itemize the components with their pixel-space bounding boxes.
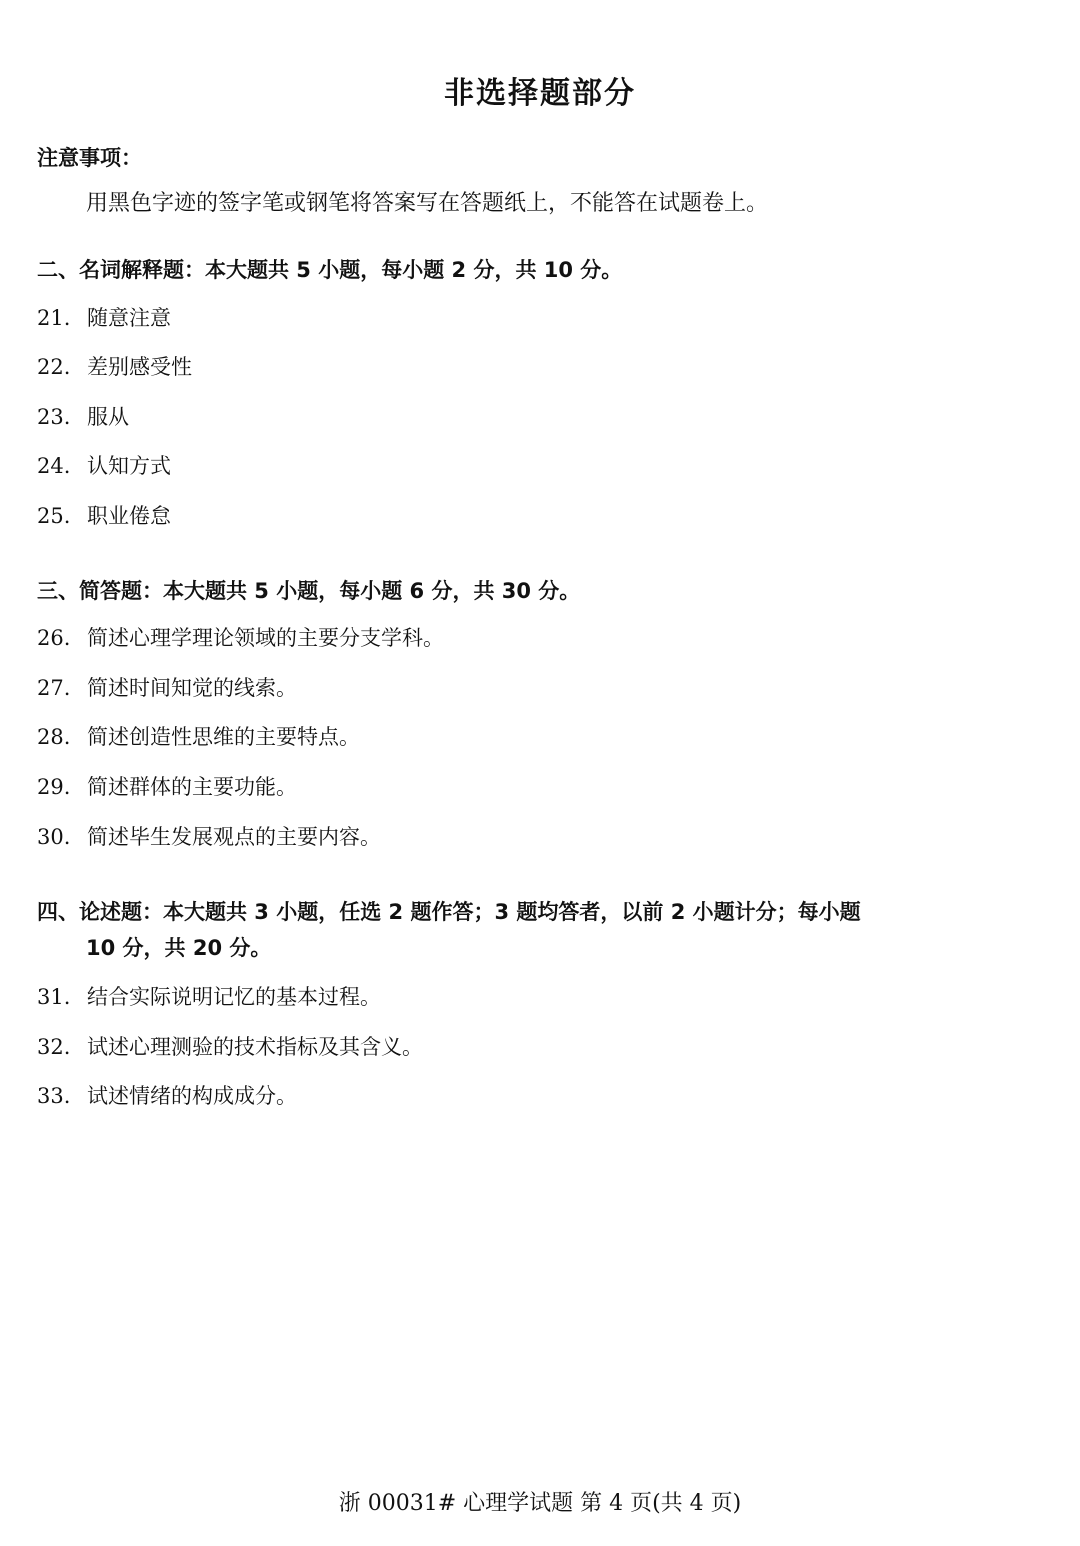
question-32: 32. 试述心理测验的技术指标及其含义。 — [37, 1035, 423, 1059]
question-31: 31. 结合实际说明记忆的基本过程。 — [37, 985, 381, 1009]
question-23: 23. 服从 — [37, 405, 129, 429]
question-33: 33. 试述情绪的构成成分。 — [37, 1084, 297, 1108]
question-24: 24. 认知方式 — [37, 454, 171, 478]
notes-heading: 注意事项： — [37, 146, 142, 170]
notes-text: 用黑色字迹的签字笔或钢笔将答案写在答题纸上，不能答在试题卷上。 — [86, 191, 769, 216]
question-27: 27. 简述时间知觉的线索。 — [37, 676, 297, 700]
question-22: 22. 差别感受性 — [37, 355, 192, 379]
question-30: 30. 简述毕生发展观点的主要内容。 — [37, 825, 381, 849]
question-28: 28. 简述创造性思维的主要特点。 — [37, 725, 360, 749]
page-title: 非选择题部分 — [444, 76, 636, 111]
question-25: 25. 职业倦怠 — [37, 504, 171, 528]
page-footer: 浙 00031# 心理学试题 第 4 页(共 4 页) — [338, 1491, 742, 1516]
section-heading-4: 四、论述题：本大题共 3 小题，任选 2 题作答；3 题均答者，以前 2 小题计分；每小题 10 分，共 20 分。 — [37, 900, 861, 960]
question-29: 29. 简述群体的主要功能。 — [37, 775, 297, 799]
section-heading-2: 二、名词解释题：本大题共 5 小题，每小题 2 分，共 10 分。 — [37, 258, 623, 282]
section-heading-3: 三、简答题：本大题共 5 小题，每小题 6 分，共 30 分。 — [37, 579, 581, 603]
question-21: 21. 随意注意 — [37, 306, 171, 330]
question-26: 26. 简述心理学理论领域的主要分支学科。 — [37, 626, 444, 650]
